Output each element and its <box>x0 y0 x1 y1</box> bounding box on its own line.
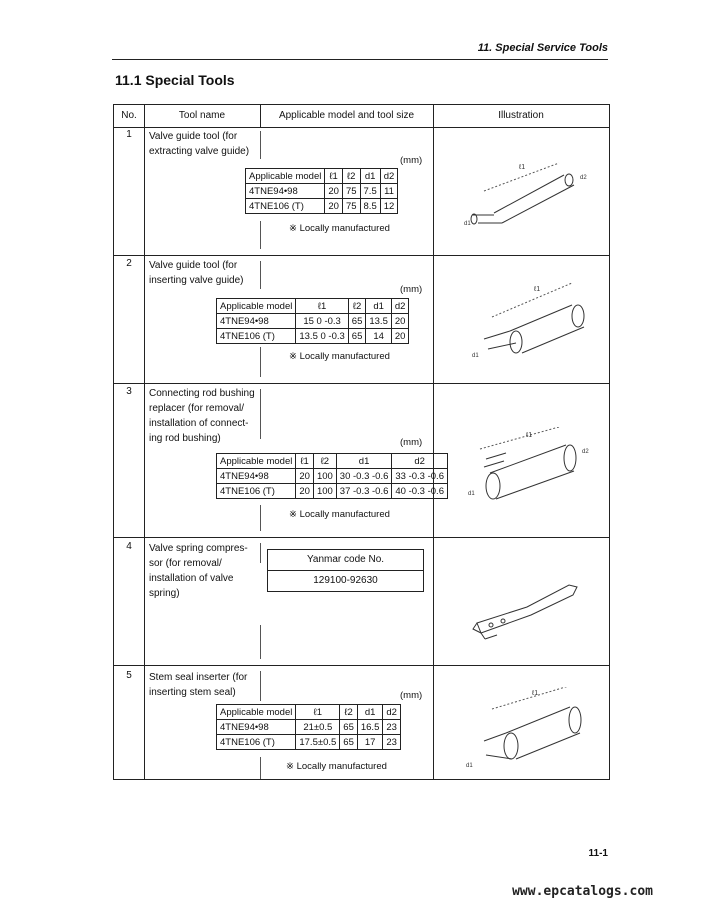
tool-number: 3 <box>126 386 132 397</box>
col-d1: d1 <box>357 705 383 720</box>
l2-cell: 65 <box>348 314 366 329</box>
col-model: Applicable model <box>217 454 296 469</box>
tool-name: Stem seal inserter (for inserting stem seal) <box>149 672 248 698</box>
l2-cell: 100 <box>313 469 336 484</box>
tool-name: Connecting rod bushing replacer (for removal/ installation of connect- ing rod bushing) <box>149 388 255 444</box>
locally-manufactured-note: ※ Locally manufactured <box>289 509 390 520</box>
d1-cell: 16.5 <box>357 720 383 735</box>
d1-cell: 30 -0.3 -0.6 <box>336 469 392 484</box>
d2-cell: 20 <box>391 314 409 329</box>
yanmar-code-box <box>267 549 424 592</box>
col-model: Applicable model <box>217 705 296 720</box>
model-cell: 4TNE106 (T) <box>217 735 296 750</box>
name-divider <box>260 625 261 659</box>
l2-cell: 100 <box>313 484 336 499</box>
d1-label: d1 <box>472 353 479 359</box>
l2-cell: 75 <box>342 199 360 214</box>
d2-cell: 40 -0.3 -0.6 <box>392 484 448 499</box>
col-d2: d2 <box>383 705 401 720</box>
col-l2: ℓ2 <box>348 299 366 314</box>
model-cell: 4TNE94•98 <box>217 314 296 329</box>
spec-row <box>246 199 398 214</box>
col-d2: d2 <box>380 169 398 184</box>
name-divider <box>260 221 261 249</box>
col-model: Applicable model <box>217 299 296 314</box>
spec-row <box>217 735 401 750</box>
locally-manufactured-note: ※ Locally manufactured <box>286 761 387 772</box>
row-divider <box>114 665 609 666</box>
d1-cell: 13.5 <box>366 314 392 329</box>
section-title: 11.1 Special Tools <box>115 72 235 88</box>
col-model: Applicable model <box>246 169 325 184</box>
row-divider <box>114 255 609 256</box>
name-divider <box>260 347 261 377</box>
col-l1: ℓ1 <box>296 705 340 720</box>
col-d1: d1 <box>360 169 380 184</box>
valve-guide-insert-illustration <box>472 277 592 367</box>
col-d1: d1 <box>366 299 392 314</box>
d1-cell: 37 -0.3 -0.6 <box>336 484 392 499</box>
valve-spring-compressor-illustration <box>469 575 589 645</box>
spec-header-row <box>246 169 398 184</box>
unit-label: (mm) <box>400 284 423 295</box>
model-cell: 4TNE94•98 <box>217 720 296 735</box>
d2-cell: 20 <box>391 329 409 344</box>
spec-row <box>217 329 409 344</box>
yanmar-code-label: Yanmar code No. <box>306 554 385 565</box>
d2-cell: 33 -0.3 -0.6 <box>392 469 448 484</box>
header-rule <box>112 59 608 60</box>
spec-row <box>217 720 401 735</box>
model-cell: 4TNE94•98 <box>246 184 325 199</box>
page-number: 11-1 <box>588 848 608 859</box>
d1-label: d1 <box>464 221 471 227</box>
tool-number: 1 <box>126 129 132 140</box>
spec-header-row <box>217 454 448 469</box>
chapter-header: 11. Special Service Tools <box>477 42 608 54</box>
l1-label: ℓ1 <box>526 432 533 439</box>
d1-cell: 7.5 <box>360 184 380 199</box>
col-l2: ℓ2 <box>313 454 336 469</box>
l2-cell: 65 <box>340 720 358 735</box>
special-tools-table <box>113 104 610 780</box>
valve-guide-extract-illustration <box>464 155 594 235</box>
col-d1: d1 <box>336 454 392 469</box>
spec-row <box>217 469 448 484</box>
tool-number: 5 <box>126 670 132 681</box>
stem-seal-inserter-illustration <box>466 687 596 772</box>
name-divider <box>260 757 261 779</box>
locally-manufactured-note: ※ Locally manufactured <box>289 351 390 362</box>
tool-name: Valve guide tool (for extracting valve guide) <box>149 131 250 157</box>
col-l1: ℓ1 <box>296 299 348 314</box>
d1-cell: 17 <box>357 735 383 750</box>
model-cell: 4TNE106 (T) <box>217 329 296 344</box>
l1-cell: 13.5 0 -0.3 <box>296 329 348 344</box>
name-divider <box>260 389 261 439</box>
col-l1: ℓ1 <box>325 169 343 184</box>
d2-label: d2 <box>580 175 587 181</box>
spec-row <box>217 484 448 499</box>
d2-label: d2 <box>582 449 589 455</box>
col-d2: d2 <box>391 299 409 314</box>
l2-cell: 65 <box>340 735 358 750</box>
l1-cell: 20 <box>325 199 343 214</box>
d1-label: d1 <box>468 491 475 497</box>
d2-cell: 23 <box>383 720 401 735</box>
tool-name: Valve guide tool (for inserting valve guide) <box>149 260 244 286</box>
spec-table <box>216 704 401 750</box>
col-d2: d2 <box>392 454 448 469</box>
d2-cell: 11 <box>380 184 398 199</box>
d2-cell: 12 <box>380 199 398 214</box>
l1-label: ℓ1 <box>534 286 541 293</box>
header-illustration: Illustration <box>498 110 544 121</box>
watermark: www.epcatalogs.com <box>512 884 653 899</box>
l1-cell: 21±0.5 <box>296 720 340 735</box>
l1-cell: 17.5±0.5 <box>296 735 340 750</box>
locally-manufactured-note: ※ Locally manufactured <box>289 223 390 234</box>
spec-table <box>216 453 448 499</box>
name-divider <box>260 505 261 531</box>
l1-label: ℓ1 <box>519 164 526 171</box>
spec-table <box>216 298 409 344</box>
row-divider <box>114 537 609 538</box>
header-tool-name: Tool name <box>178 110 226 121</box>
model-cell: 4TNE94•98 <box>217 469 296 484</box>
col-l2: ℓ2 <box>340 705 358 720</box>
tool-name: Valve spring compres- sor (for removal/ installation of valve spring) <box>149 543 248 599</box>
d1-cell: 8.5 <box>360 199 380 214</box>
header-rule-bottom <box>114 127 609 128</box>
spec-header-row <box>217 705 401 720</box>
spec-row <box>217 314 409 329</box>
l1-cell: 20 <box>325 184 343 199</box>
unit-label: (mm) <box>400 437 423 448</box>
tool-number: 2 <box>126 258 132 269</box>
l1-cell: 20 <box>296 484 314 499</box>
col-l2: ℓ2 <box>342 169 360 184</box>
spec-table <box>245 168 398 214</box>
model-cell: 4TNE106 (T) <box>217 484 296 499</box>
spec-row <box>246 184 398 199</box>
name-divider <box>260 671 261 701</box>
d1-cell: 14 <box>366 329 392 344</box>
bushing-replacer-illustration <box>466 427 596 507</box>
l2-cell: 75 <box>342 184 360 199</box>
name-divider <box>260 543 261 563</box>
model-cell: 4TNE106 (T) <box>246 199 325 214</box>
header-no: No. <box>121 110 137 121</box>
tool-number: 4 <box>126 541 132 552</box>
unit-label: (mm) <box>400 155 423 166</box>
col-l1: ℓ1 <box>296 454 314 469</box>
spec-header-row <box>217 299 409 314</box>
name-divider <box>260 261 261 289</box>
header-model-size: Applicable model and tool size <box>278 110 415 121</box>
d1-label: d1 <box>466 763 473 769</box>
divider-illustration <box>433 105 434 779</box>
l1-cell: 15 0 -0.3 <box>296 314 348 329</box>
l2-cell: 65 <box>348 329 366 344</box>
divider-no <box>144 105 145 779</box>
l1-cell: 20 <box>296 469 314 484</box>
row-divider <box>114 383 609 384</box>
unit-label: (mm) <box>400 690 423 701</box>
name-divider <box>260 131 261 159</box>
d2-cell: 23 <box>383 735 401 750</box>
l1-label: ℓ1 <box>532 690 539 697</box>
yanmar-code-value: 129100-92630 <box>268 570 423 591</box>
